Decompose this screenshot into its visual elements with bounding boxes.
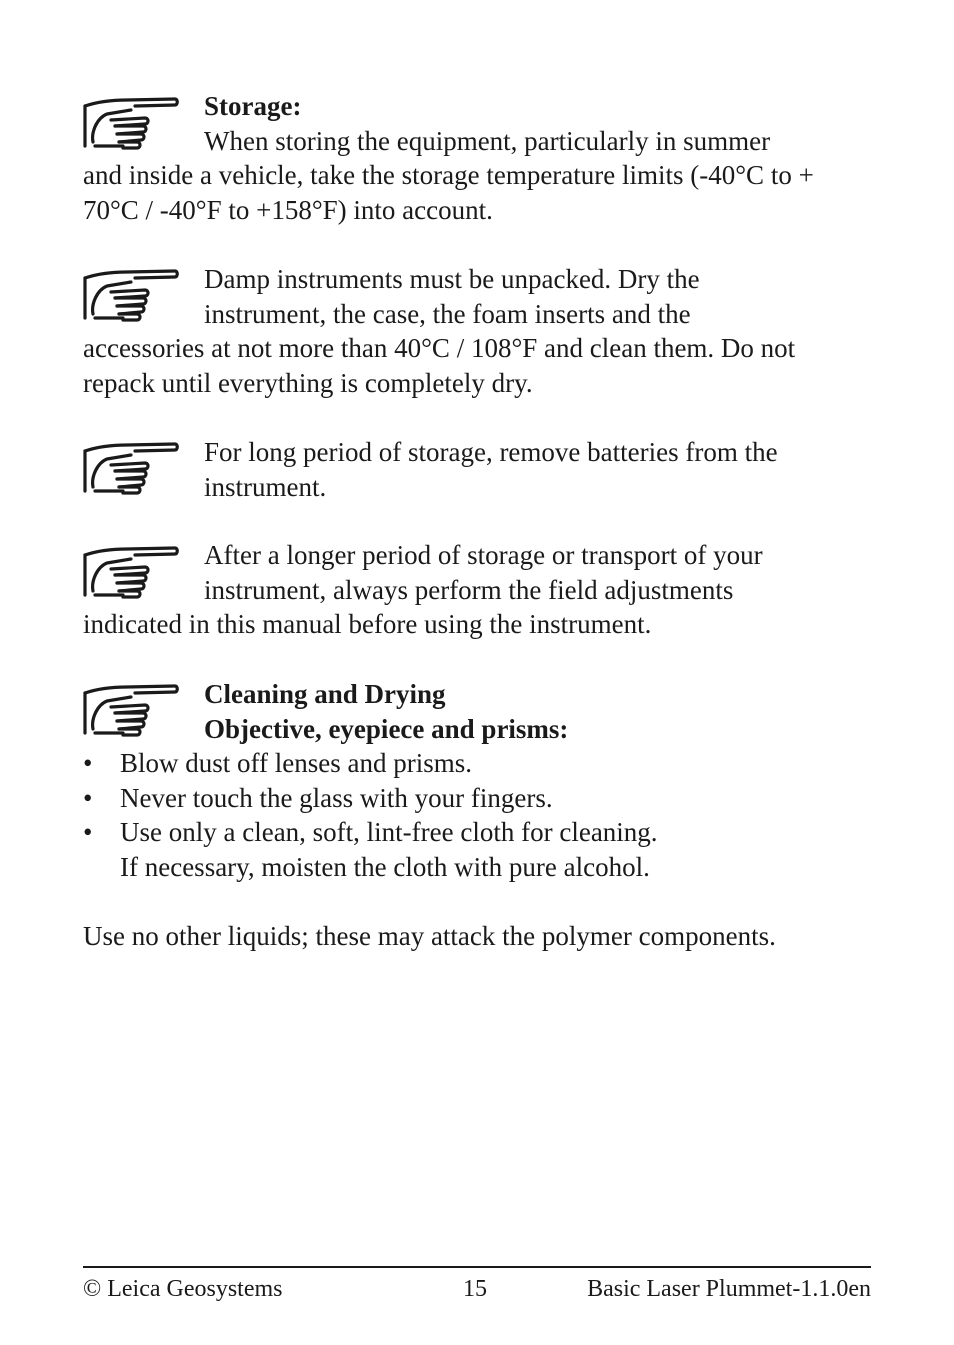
- damp-text-rest: accessories at not more than 40°C / 108°F and clean them. Do not repack until everything is completely dry.: [83, 333, 796, 398]
- battery-storage-note: [83, 435, 873, 504]
- adjustment-text-rest: indicated in this manual before using the instrument.: [83, 609, 652, 639]
- storage-note: [83, 89, 873, 227]
- footer-document-title: Basic Laser Plummet-1.1.0en: [587, 1276, 871, 1302]
- storage-heading: Storage:: [204, 91, 302, 121]
- battery-text-line-2: instrument.: [204, 471, 327, 502]
- cleaning-heading: Cleaning and Drying: [204, 679, 446, 709]
- bullet-text: Use only a clean, soft, lint-free cloth for cleaning.: [120, 817, 658, 847]
- damp-instruments-note: [83, 262, 873, 400]
- storage-text-rest: and inside a vehicle, take the storage temperature limits (-40°C to + 70°C / -40°F to +158°F) into account.: [83, 160, 814, 225]
- bullet-text-continuation: If necessary, moisten the cloth with pure alcohol.: [120, 851, 650, 882]
- damp-text-line-2: instrument, the case, the foam inserts and the: [204, 298, 691, 329]
- bullet-marker: •: [83, 782, 93, 813]
- list-item: [83, 781, 873, 816]
- bullet-text: Blow dust off lenses and prisms.: [120, 748, 472, 778]
- adjustment-text-line-1: After a longer period of storage or transport of your: [204, 540, 763, 570]
- adjustment-text-line-2: instrument, always perform the field adjustments: [204, 574, 734, 605]
- footer-page-number: 15: [463, 1276, 487, 1302]
- storage-text-first-line: When storing the equipment, particularly in summer: [204, 125, 771, 156]
- list-item: [83, 815, 873, 884]
- cleaning-bullet-list: [83, 746, 873, 884]
- field-adjustment-note: [83, 538, 873, 642]
- cleaning-note: [83, 677, 873, 746]
- damp-text-line-1: Damp instruments must be unpacked. Dry the: [204, 264, 700, 294]
- list-item: [83, 746, 873, 781]
- cleaning-subheading: Objective, eyepiece and prisms:: [204, 713, 569, 744]
- footer-divider: [83, 1266, 871, 1268]
- bullet-marker: •: [83, 748, 93, 778]
- bullet-marker: •: [83, 817, 93, 847]
- battery-text-line-1: For long period of storage, remove batteries from the: [204, 437, 778, 467]
- bullet-text: Never touch the glass with your fingers.: [120, 782, 553, 813]
- footer-copyright: © Leica Geosystems: [83, 1276, 283, 1302]
- closing-paragraph: Use no other liquids; these may attack the polymer components.: [83, 921, 776, 951]
